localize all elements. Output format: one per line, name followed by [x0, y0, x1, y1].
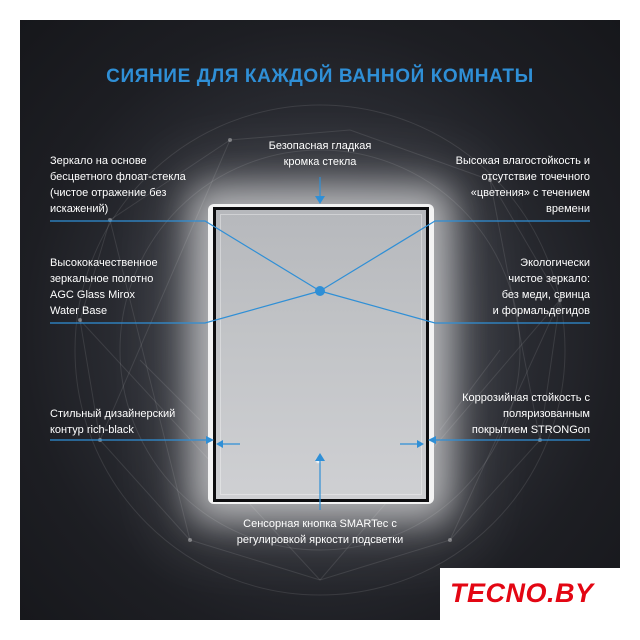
label-corrosion: Коррозийная стойкость с поляризованным покрытием STRONGon — [462, 392, 590, 436]
brand-logo[interactable] — [440, 568, 620, 620]
infographic-panel — [20, 20, 620, 620]
label-contour: Стильный дизайнерский контур rich-black — [50, 408, 176, 436]
brand-logo-text: TECNO.BY — [450, 578, 594, 608]
label-sensor-button: Сенсорная кнопка SMARTec с регулировкой яркости подсветки — [236, 518, 404, 546]
label-moisture: Высокая влагостойкость и отсутствие точечного «цветения» с течением времени — [455, 155, 590, 215]
label-safe-edge: Безопасная гладкая кромка стекла — [268, 140, 372, 168]
headline: СИЯНИЕ ДЛЯ КАЖДОЙ ВАННОЙ КОМНАТЫ — [106, 66, 534, 87]
label-agc-glass: Высококачественное зеркальное полотно AGC Glass Mirox Water Base — [50, 257, 158, 317]
label-eco: Экологически чистое зеркало: без меди, свинца и формальдегидов — [492, 257, 590, 317]
focal-point — [315, 286, 325, 296]
label-float-glass: Зеркало на основе бесцветного флоат-стекла (чистое отражение без искажений) — [50, 155, 186, 215]
